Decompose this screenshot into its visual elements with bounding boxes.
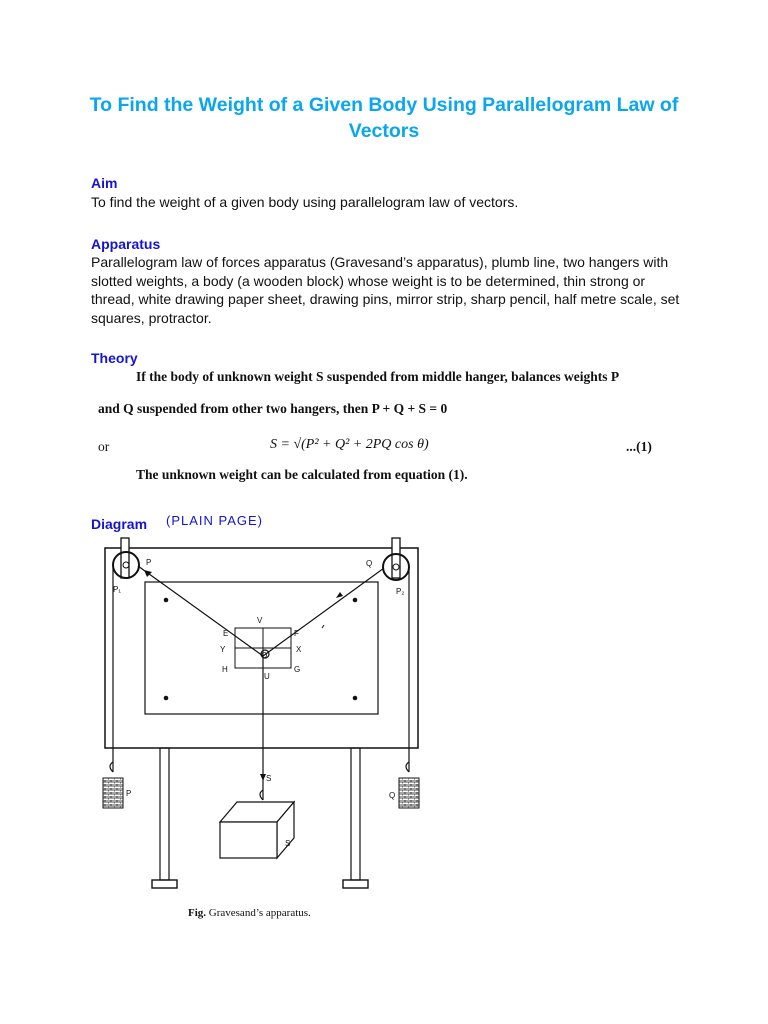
label-x: X	[296, 645, 302, 654]
apparatus-heading: Apparatus	[91, 236, 161, 252]
label-p: P	[146, 558, 152, 567]
figure-caption: Fig. Gravesand’s apparatus.	[188, 907, 311, 919]
label-h: H	[222, 665, 228, 674]
theory-line-2: and Q suspended from other two hangers, then P + Q + S = 0	[98, 401, 448, 416]
plain-page-note: (PLAIN PAGE)	[166, 513, 264, 528]
label-u: U	[264, 672, 270, 681]
wooden-block	[220, 822, 277, 858]
drawing-pin	[353, 598, 358, 603]
label-p1: P₁	[113, 585, 122, 594]
label-g: G	[294, 665, 301, 674]
theory-equation: S = √(P² + Q² + 2PQ cos θ)	[270, 437, 429, 452]
diagram-heading: Diagram	[91, 516, 148, 532]
theory-line-3: The unknown weight can be calculated from equation (1).	[136, 467, 468, 482]
label-q-weight: Q	[389, 791, 396, 800]
drawing-pin	[164, 696, 169, 701]
left-foot	[152, 880, 177, 888]
label-o: O	[261, 651, 268, 660]
label-v: V	[257, 616, 263, 625]
gravesand-apparatus-diagram	[0, 530, 768, 930]
apparatus-text: Parallelogram law of forces apparatus (Gravesand’s apparatus), plumb line, two hangers with slotted weights, a body (a wooden block) whose weight is to be determined, thin strong or thread, white drawing paper sheet, drawing pins, mirror strip, sharp pencil, half metre scale, set squares, protractor.	[91, 254, 680, 326]
page-title: To Find the Weight of a Given Body Using Parallelogram Law of Vectors	[89, 94, 679, 142]
drawing-pin	[353, 696, 358, 701]
label-e: E	[223, 629, 229, 638]
label-y: Y	[220, 645, 226, 654]
theory-line-1: If the body of unknown weight S suspended from middle hanger, balances weights P	[136, 369, 620, 384]
label-p-weight: P	[126, 789, 132, 798]
label-s-block: S	[285, 839, 291, 848]
left-leg	[160, 748, 169, 880]
weight-p	[103, 778, 123, 808]
right-leg	[351, 748, 360, 880]
theory-eq-number: ...(1)	[626, 439, 652, 454]
aim-heading: Aim	[91, 175, 118, 191]
right-foot	[343, 880, 368, 888]
label-s-arrow: S	[266, 774, 272, 783]
right-pulley-post	[392, 538, 400, 578]
label-p2: P₂	[396, 587, 405, 596]
left-pulley-post	[121, 538, 129, 578]
drawing-pin	[164, 598, 169, 603]
weight-q	[399, 778, 419, 808]
theory-or: or	[98, 439, 110, 454]
aim-text: To find the weight of a given body using parallelogram law of vectors.	[91, 194, 519, 210]
label-q: Q	[366, 559, 373, 568]
theory-heading: Theory	[91, 350, 138, 366]
label-f: F	[294, 629, 299, 638]
